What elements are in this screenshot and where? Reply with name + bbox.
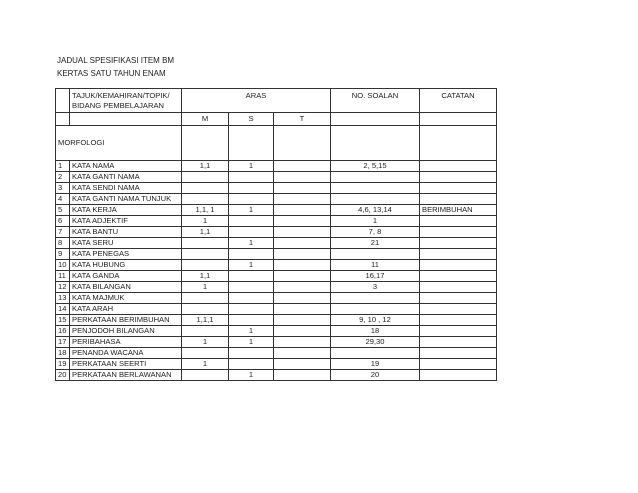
row-m-value: 1,1,1 bbox=[182, 315, 229, 326]
row-catatan bbox=[420, 359, 497, 370]
row-soalan: 20 bbox=[331, 370, 420, 381]
row-soalan: 29,30 bbox=[331, 337, 420, 348]
row-number: 3 bbox=[56, 183, 70, 194]
row-s-value bbox=[229, 172, 274, 183]
table-row bbox=[56, 205, 497, 216]
row-catatan bbox=[420, 183, 497, 194]
row-number: 6 bbox=[56, 216, 70, 227]
row-s-value: 1 bbox=[229, 205, 274, 216]
row-s-value bbox=[229, 249, 274, 260]
row-soalan bbox=[331, 172, 420, 183]
row-t-value bbox=[274, 370, 331, 381]
row-s-value: 1 bbox=[229, 370, 274, 381]
table-row bbox=[56, 271, 497, 282]
section-empty-cell bbox=[274, 126, 331, 161]
row-t-value bbox=[274, 194, 331, 205]
section-row bbox=[56, 126, 497, 161]
row-soalan bbox=[331, 194, 420, 205]
row-s-value: 1 bbox=[229, 260, 274, 271]
row-topic: PENANDA WACANA bbox=[70, 348, 182, 359]
row-m-value bbox=[182, 238, 229, 249]
table-row bbox=[56, 359, 497, 370]
table-row bbox=[56, 227, 497, 238]
row-s-value bbox=[229, 282, 274, 293]
row-m-value bbox=[182, 194, 229, 205]
row-soalan: 9, 10 , 12 bbox=[331, 315, 420, 326]
row-t-value bbox=[274, 348, 331, 359]
row-m-value bbox=[182, 348, 229, 359]
row-number: 8 bbox=[56, 238, 70, 249]
row-catatan bbox=[420, 337, 497, 348]
table-row bbox=[56, 282, 497, 293]
row-s-value bbox=[229, 348, 274, 359]
header-catatan: CATATAN bbox=[420, 89, 497, 113]
row-soalan bbox=[331, 348, 420, 359]
row-soalan: 1 bbox=[331, 216, 420, 227]
row-number: 14 bbox=[56, 304, 70, 315]
header-no-cell bbox=[56, 89, 70, 113]
row-s-value: 1 bbox=[229, 238, 274, 249]
subheader-empty-cell bbox=[70, 113, 182, 126]
row-topic: PERKATAAN SEERTI bbox=[70, 359, 182, 370]
row-soalan bbox=[331, 304, 420, 315]
row-topic: PERKATAAN BERIMBUHAN bbox=[70, 315, 182, 326]
row-catatan bbox=[420, 194, 497, 205]
row-m-value: 1 bbox=[182, 359, 229, 370]
row-number: 18 bbox=[56, 348, 70, 359]
specification-table bbox=[55, 88, 497, 381]
section-empty-cell bbox=[420, 126, 497, 161]
row-m-value: 1,1, 1 bbox=[182, 205, 229, 216]
row-m-value bbox=[182, 293, 229, 304]
row-s-value bbox=[229, 271, 274, 282]
row-catatan bbox=[420, 249, 497, 260]
row-catatan bbox=[420, 227, 497, 238]
row-catatan bbox=[420, 238, 497, 249]
row-topic: KATA KERJA bbox=[70, 205, 182, 216]
row-number: 1 bbox=[56, 161, 70, 172]
subheader-row bbox=[56, 113, 497, 126]
row-catatan bbox=[420, 293, 497, 304]
subheader-empty-cell bbox=[420, 113, 497, 126]
row-catatan bbox=[420, 271, 497, 282]
row-catatan bbox=[420, 326, 497, 337]
row-t-value bbox=[274, 216, 331, 227]
row-catatan bbox=[420, 348, 497, 359]
row-catatan bbox=[420, 161, 497, 172]
header-soalan: NO. SOALAN bbox=[331, 89, 420, 113]
table-row bbox=[56, 315, 497, 326]
row-t-value bbox=[274, 315, 331, 326]
row-s-value bbox=[229, 304, 274, 315]
subheader-empty-cell bbox=[331, 113, 420, 126]
table-row bbox=[56, 161, 497, 172]
row-s-value bbox=[229, 227, 274, 238]
row-soalan bbox=[331, 183, 420, 194]
row-number: 7 bbox=[56, 227, 70, 238]
row-soalan: 21 bbox=[331, 238, 420, 249]
table-row bbox=[56, 183, 497, 194]
row-soalan bbox=[331, 249, 420, 260]
row-soalan: 2, 5,15 bbox=[331, 161, 420, 172]
row-soalan: 11 bbox=[331, 260, 420, 271]
row-t-value bbox=[274, 161, 331, 172]
row-t-value bbox=[274, 359, 331, 370]
table-row bbox=[56, 216, 497, 227]
section-empty-cell bbox=[331, 126, 420, 161]
row-catatan bbox=[420, 216, 497, 227]
row-catatan bbox=[420, 172, 497, 183]
row-topic: KATA ADJEKTIF bbox=[70, 216, 182, 227]
row-number: 16 bbox=[56, 326, 70, 337]
row-catatan bbox=[420, 370, 497, 381]
row-topic: KATA GANDA bbox=[70, 271, 182, 282]
row-topic: KATA PENEGAS bbox=[70, 249, 182, 260]
row-topic: KATA BILANGAN bbox=[70, 282, 182, 293]
row-soalan: 4,6, 13,14 bbox=[331, 205, 420, 216]
row-soalan: 18 bbox=[331, 326, 420, 337]
row-t-value bbox=[274, 172, 331, 183]
row-topic: KATA GANTI NAMA bbox=[70, 172, 182, 183]
row-s-value bbox=[229, 293, 274, 304]
row-s-value bbox=[229, 359, 274, 370]
row-catatan bbox=[420, 282, 497, 293]
row-number: 20 bbox=[56, 370, 70, 381]
row-topic: KATA GANTI NAMA TUNJUK bbox=[70, 194, 182, 205]
row-s-value bbox=[229, 183, 274, 194]
row-catatan bbox=[420, 260, 497, 271]
row-topic: KATA HUBUNG bbox=[70, 260, 182, 271]
section-empty-cell bbox=[182, 126, 229, 161]
row-number: 12 bbox=[56, 282, 70, 293]
row-t-value bbox=[274, 282, 331, 293]
row-number: 17 bbox=[56, 337, 70, 348]
row-topic: PENJODOH BILANGAN bbox=[70, 326, 182, 337]
row-topic: KATA BANTU bbox=[70, 227, 182, 238]
header-row bbox=[56, 89, 497, 113]
row-soalan: 3 bbox=[331, 282, 420, 293]
row-s-value bbox=[229, 315, 274, 326]
row-m-value bbox=[182, 249, 229, 260]
row-m-value bbox=[182, 370, 229, 381]
table-row bbox=[56, 260, 497, 271]
row-t-value bbox=[274, 337, 331, 348]
subheader-empty-cell bbox=[56, 113, 70, 126]
row-topic: KATA SENDI NAMA bbox=[70, 183, 182, 194]
row-s-value: 1 bbox=[229, 337, 274, 348]
row-t-value bbox=[274, 260, 331, 271]
table-row bbox=[56, 304, 497, 315]
row-catatan bbox=[420, 304, 497, 315]
row-number: 4 bbox=[56, 194, 70, 205]
row-number: 15 bbox=[56, 315, 70, 326]
table-row bbox=[56, 326, 497, 337]
row-t-value bbox=[274, 304, 331, 315]
table-row bbox=[56, 172, 497, 183]
row-topic: KATA MAJMUK bbox=[70, 293, 182, 304]
row-s-value bbox=[229, 194, 274, 205]
table-row bbox=[56, 337, 497, 348]
row-number: 13 bbox=[56, 293, 70, 304]
table-row bbox=[56, 238, 497, 249]
row-topic: PERIBAHASA bbox=[70, 337, 182, 348]
row-number: 9 bbox=[56, 249, 70, 260]
row-t-value bbox=[274, 183, 331, 194]
row-s-value: 1 bbox=[229, 161, 274, 172]
header-m: M bbox=[182, 113, 229, 126]
row-m-value: 1 bbox=[182, 337, 229, 348]
row-topic: KATA NAMA bbox=[70, 161, 182, 172]
row-number: 11 bbox=[56, 271, 70, 282]
row-t-value bbox=[274, 238, 331, 249]
table-row bbox=[56, 370, 497, 381]
table-row bbox=[56, 293, 497, 304]
row-catatan bbox=[420, 315, 497, 326]
row-soalan: 19 bbox=[331, 359, 420, 370]
section-empty-cell bbox=[229, 126, 274, 161]
document-subtitle: KERTAS SATU TAHUN ENAM bbox=[57, 69, 166, 78]
table-row bbox=[56, 194, 497, 205]
row-m-value: 1,1 bbox=[182, 161, 229, 172]
row-m-value bbox=[182, 326, 229, 337]
section-label: MORFOLOGI bbox=[56, 126, 182, 161]
row-number: 10 bbox=[56, 260, 70, 271]
row-t-value bbox=[274, 227, 331, 238]
table-row bbox=[56, 348, 497, 359]
row-t-value bbox=[274, 249, 331, 260]
header-topic: TAJUK/KEMAHIRAN/TOPIK/ BIDANG PEMBELAJARAN bbox=[70, 89, 182, 113]
row-t-value bbox=[274, 326, 331, 337]
row-number: 19 bbox=[56, 359, 70, 370]
document-title: JADUAL SPESIFIKASI ITEM BM bbox=[57, 56, 175, 65]
row-m-value: 1,1 bbox=[182, 271, 229, 282]
header-aras: ARAS bbox=[182, 89, 331, 113]
header-t: T bbox=[274, 113, 331, 126]
row-soalan: 7, 8 bbox=[331, 227, 420, 238]
row-topic: KATA ARAH bbox=[70, 304, 182, 315]
row-s-value bbox=[229, 216, 274, 227]
row-topic: KATA SERU bbox=[70, 238, 182, 249]
row-topic: PERKATAAN BERLAWANAN bbox=[70, 370, 182, 381]
row-m-value bbox=[182, 260, 229, 271]
row-m-value: 1 bbox=[182, 216, 229, 227]
row-m-value bbox=[182, 304, 229, 315]
row-number: 2 bbox=[56, 172, 70, 183]
row-soalan bbox=[331, 293, 420, 304]
row-number: 5 bbox=[56, 205, 70, 216]
row-catatan: BERIMBUHAN bbox=[420, 205, 497, 216]
header-s: S bbox=[229, 113, 274, 126]
row-m-value: 1,1 bbox=[182, 227, 229, 238]
row-s-value: 1 bbox=[229, 326, 274, 337]
row-soalan: 16,17 bbox=[331, 271, 420, 282]
row-m-value bbox=[182, 183, 229, 194]
row-m-value bbox=[182, 172, 229, 183]
table-row bbox=[56, 249, 497, 260]
row-t-value bbox=[274, 205, 331, 216]
row-m-value: 1 bbox=[182, 282, 229, 293]
row-t-value bbox=[274, 293, 331, 304]
row-t-value bbox=[274, 271, 331, 282]
